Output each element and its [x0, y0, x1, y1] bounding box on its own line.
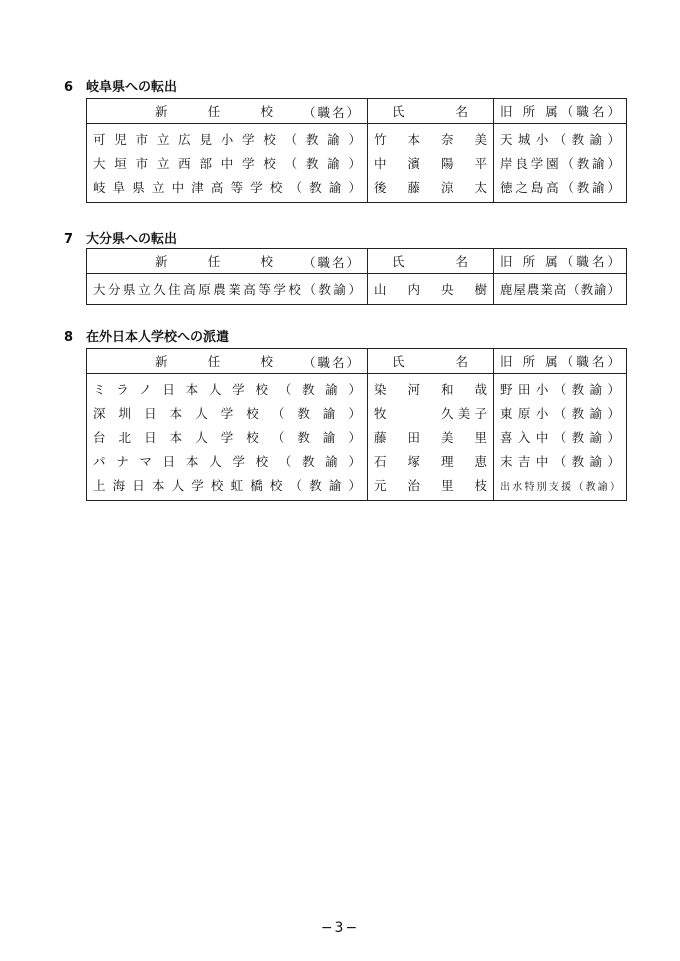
name-cell: 元治里枝: [368, 473, 494, 501]
table-header-row: [87, 349, 627, 374]
name-cell: 竹本奈美: [368, 124, 494, 152]
header-name: 氏 名: [368, 349, 494, 374]
table-row: [87, 175, 627, 203]
previous-post-cell: 東原小（教諭）: [500, 406, 620, 421]
new-school-cell: 大分県立久住高原農業高等学校（教諭）: [87, 274, 368, 305]
new-school-cell: 岐阜県立中津高等学校（教諭）: [87, 175, 368, 203]
section-title: 岐阜県への転出: [86, 80, 178, 95]
header-role: （職名）: [302, 255, 361, 270]
section-number: 8: [64, 330, 74, 345]
section-title: 大分県への転出: [86, 232, 178, 247]
table-row: [87, 425, 627, 449]
transfer-table: [86, 248, 627, 305]
header-previous-post: 旧 所 属（職名）: [494, 249, 627, 274]
page-number: −3−: [320, 920, 360, 936]
previous-post-cell: 末吉中（教諭）: [500, 454, 620, 469]
header-new-school: 新 任 校 （職名）: [87, 99, 368, 124]
name-cell: 染河和哉: [368, 374, 494, 402]
name-cell: 石塚理恵: [368, 449, 494, 473]
previous-post-cell: 岸良学園（教諭）: [500, 156, 620, 171]
header-name: 氏 名: [368, 249, 494, 274]
header-new-school: 新 任 校 （職名）: [87, 349, 368, 374]
section-heading: [64, 228, 177, 247]
table-row: [87, 274, 627, 305]
section-heading: [64, 326, 229, 345]
name-cell: 後藤涼太: [368, 175, 494, 203]
new-school-cell: 深圳日本人学校（教諭）: [87, 401, 368, 425]
new-school-cell: 台北日本人学校（教諭）: [87, 425, 368, 449]
new-school-cell: 可児市立広見小学校（教諭）: [87, 124, 368, 152]
header-new-school: 新 任 校 （職名）: [87, 249, 368, 274]
previous-post-cell: 喜入中（教諭）: [500, 430, 620, 445]
table-row: [87, 124, 627, 152]
section-number: 7: [64, 232, 74, 247]
section-title: 在外日本人学校への派遣: [86, 330, 230, 345]
transfer-table: [86, 348, 627, 501]
previous-post-cell: 天城小（教諭）: [500, 132, 620, 147]
name-cell: 藤田美里: [368, 425, 494, 449]
transfer-table: [86, 98, 627, 203]
previous-post-cell: 出水特別支援（教諭）: [500, 481, 620, 493]
header-previous-post: 旧 所 属（職名）: [494, 349, 627, 374]
table-row: [87, 473, 627, 501]
header-previous-post: 旧 所 属（職名）: [494, 99, 627, 124]
header-role: （職名）: [302, 105, 361, 120]
new-school-cell: ミラノ日本人学校（教諭）: [87, 374, 368, 402]
table-row: [87, 401, 627, 425]
section-heading: [64, 76, 177, 95]
previous-post-cell: 徳之島高（教諭）: [500, 180, 620, 195]
table-row: [87, 374, 627, 402]
table-row: [87, 151, 627, 175]
table-header-row: [87, 249, 627, 274]
name-cell: 牧 久美子: [368, 401, 494, 425]
new-school-cell: パナマ日本人学校（教諭）: [87, 449, 368, 473]
table-header-row: [87, 99, 627, 124]
table-row: [87, 449, 627, 473]
previous-post-cell: 鹿屋農業高（教諭）: [500, 282, 620, 297]
section-number: 6: [64, 80, 74, 95]
header-name: 氏 名: [368, 99, 494, 124]
previous-post-cell: 野田小（教諭）: [500, 382, 620, 397]
name-cell: 中濱陽平: [368, 151, 494, 175]
new-school-cell: 上海日本人学校虹橋校（教諭）: [87, 473, 368, 501]
name-cell: 山内央樹: [368, 274, 494, 305]
new-school-cell: 大垣市立西部中学校（教諭）: [87, 151, 368, 175]
header-role: （職名）: [302, 355, 361, 370]
